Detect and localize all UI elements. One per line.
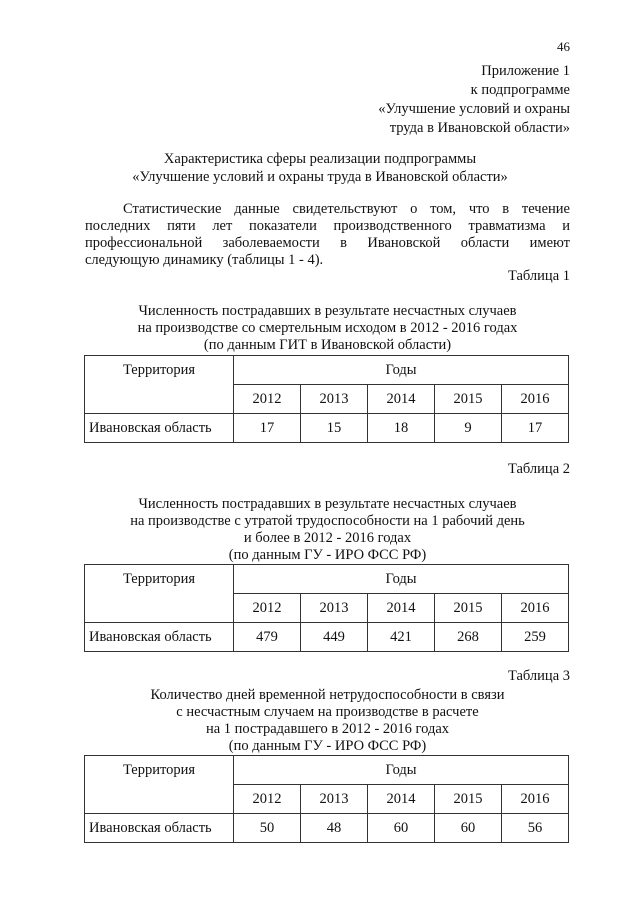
year-cell: 2014 bbox=[368, 594, 435, 623]
table-3-caption bbox=[85, 687, 570, 755]
value-cell: 60 bbox=[368, 814, 435, 843]
table-1-label: Таблица 1 bbox=[507, 268, 570, 284]
year-cell: 2016 bbox=[502, 385, 569, 414]
territory-header: Территория bbox=[85, 565, 234, 623]
years-header: Годы bbox=[234, 565, 569, 594]
territory-header: Территория bbox=[85, 756, 234, 814]
year-cell: 2016 bbox=[502, 785, 569, 814]
intro-line: следующую динамику (таблицы 1 - 4). bbox=[85, 252, 324, 268]
table-1 bbox=[84, 355, 569, 443]
value-cell: 479 bbox=[234, 623, 301, 652]
intro-line: последних пяти лет показатели производственного травматизма и bbox=[85, 218, 570, 234]
caption-line: (по данным ГИТ в Ивановской области) bbox=[203, 337, 452, 353]
year-cell: 2014 bbox=[368, 785, 435, 814]
table-1-caption bbox=[85, 303, 570, 354]
years-header: Годы bbox=[234, 356, 569, 385]
value-cell: 268 bbox=[435, 623, 502, 652]
appendix-line: «Улучшение условий и охраны bbox=[378, 101, 570, 117]
year-cell: 2013 bbox=[301, 385, 368, 414]
year-cell: 2015 bbox=[435, 385, 502, 414]
appendix-note bbox=[378, 62, 570, 138]
year-cell: 2013 bbox=[301, 594, 368, 623]
value-cell: 259 bbox=[502, 623, 569, 652]
caption-line: на производстве со смертельным исходом в 2012 - 2016 годах bbox=[137, 320, 518, 336]
caption-line: (по данным ГУ - ИРО ФСС РФ) bbox=[228, 738, 427, 754]
section-heading bbox=[70, 150, 570, 186]
years-header: Годы bbox=[234, 756, 569, 785]
appendix-line: к подпрограмме bbox=[470, 82, 570, 98]
year-cell: 2012 bbox=[234, 785, 301, 814]
value-cell: 9 bbox=[435, 414, 502, 443]
value-cell: 48 bbox=[301, 814, 368, 843]
territory-header: Территория bbox=[85, 356, 234, 414]
caption-line: Количество дней временной нетрудоспособности в связи bbox=[150, 687, 505, 703]
intro-line: Статистические данные свидетельствуют о том, что в течение bbox=[123, 201, 570, 217]
caption-line: и более в 2012 - 2016 годах bbox=[243, 530, 412, 546]
table-3-label: Таблица 3 bbox=[507, 668, 570, 684]
caption-line: с несчастным случаем на производстве в расчете bbox=[176, 704, 479, 720]
value-cell: 60 bbox=[435, 814, 502, 843]
region-cell: Ивановская область bbox=[85, 623, 234, 652]
value-cell: 50 bbox=[234, 814, 301, 843]
value-cell: 56 bbox=[502, 814, 569, 843]
intro-line: профессиональной заболеваемости в Ивановской области имеют bbox=[85, 235, 570, 251]
intro-paragraph bbox=[85, 201, 570, 269]
region-cell: Ивановская область bbox=[85, 414, 234, 443]
heading-line: «Улучшение условий и охраны труда в Ивановской области» bbox=[132, 169, 508, 185]
page-number: 46 bbox=[557, 39, 570, 54]
caption-line: (по данным ГУ - ИРО ФСС РФ) bbox=[228, 547, 427, 563]
table-2-label: Таблица 2 bbox=[507, 461, 570, 477]
value-cell: 18 bbox=[368, 414, 435, 443]
appendix-line: труда в Ивановской области» bbox=[389, 120, 570, 136]
value-cell: 17 bbox=[234, 414, 301, 443]
region-cell: Ивановская область bbox=[85, 814, 234, 843]
table-3 bbox=[84, 755, 569, 843]
value-cell: 421 bbox=[368, 623, 435, 652]
value-cell: 15 bbox=[301, 414, 368, 443]
caption-line: на производстве с утратой трудоспособности на 1 рабочий день bbox=[130, 513, 525, 529]
year-cell: 2016 bbox=[502, 594, 569, 623]
value-cell: 449 bbox=[301, 623, 368, 652]
caption-line: Численность пострадавших в результате несчастных случаев bbox=[138, 496, 517, 512]
table-2 bbox=[84, 564, 569, 652]
table-row bbox=[85, 623, 569, 652]
year-cell: 2015 bbox=[435, 785, 502, 814]
year-cell: 2014 bbox=[368, 385, 435, 414]
year-cell: 2012 bbox=[234, 594, 301, 623]
year-cell: 2015 bbox=[435, 594, 502, 623]
table-row bbox=[85, 814, 569, 843]
caption-line: Численность пострадавших в результате несчастных случаев bbox=[138, 303, 517, 319]
heading-line: Характеристика сферы реализации подпрограммы bbox=[163, 151, 477, 167]
appendix-line: Приложение 1 bbox=[481, 63, 570, 79]
table-2-caption bbox=[85, 496, 570, 564]
table-row bbox=[85, 414, 569, 443]
year-cell: 2013 bbox=[301, 785, 368, 814]
year-cell: 2012 bbox=[234, 385, 301, 414]
caption-line: на 1 пострадавшего в 2012 - 2016 годах bbox=[205, 721, 450, 737]
value-cell: 17 bbox=[502, 414, 569, 443]
